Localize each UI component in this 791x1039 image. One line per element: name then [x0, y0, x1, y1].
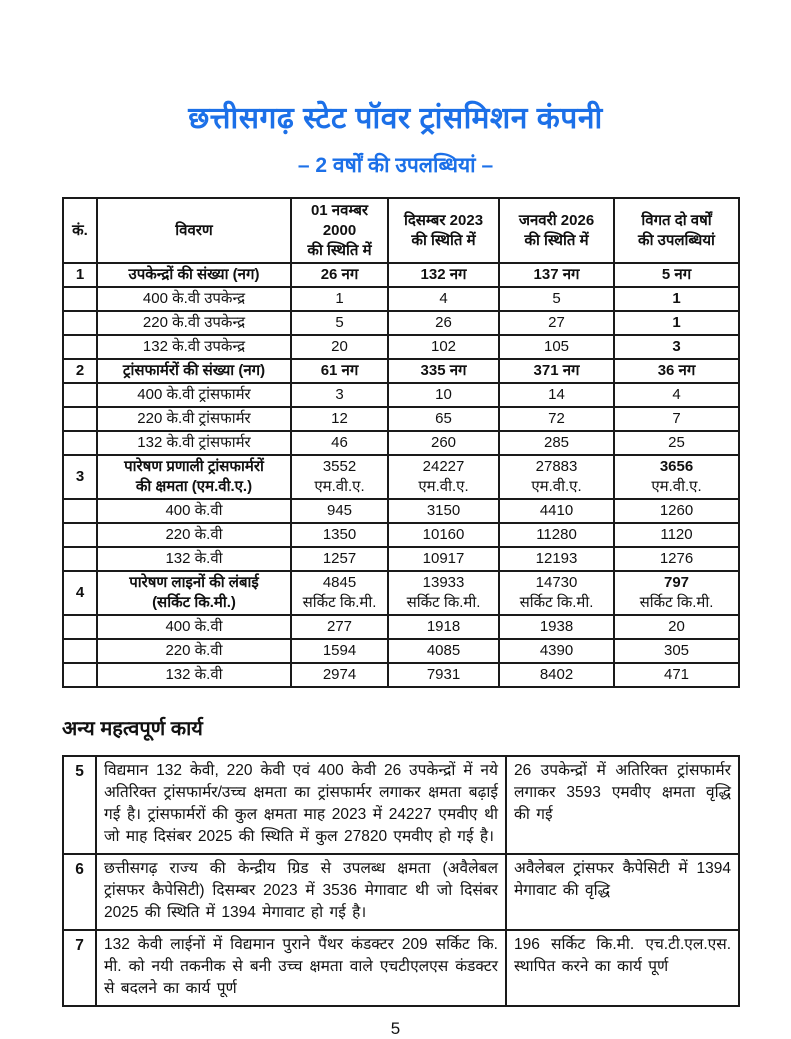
serial-number-cell: [63, 383, 97, 407]
value-cell: 12: [291, 407, 388, 431]
value-cell: 1: [291, 287, 388, 311]
table-row: [63, 335, 739, 359]
value-cell: 20: [291, 335, 388, 359]
description-cell: 220 के.वी: [97, 523, 291, 547]
value-cell: 285: [499, 431, 614, 455]
description-cell: पारेषण प्रणाली ट्रांसफार्मरों की क्षमता (एम.वी.ए.): [97, 455, 291, 499]
value-cell: 46: [291, 431, 388, 455]
value-cell: 4410: [499, 499, 614, 523]
value-cell: [499, 455, 614, 499]
table-row: [63, 383, 739, 407]
value-cell: 1120: [614, 523, 739, 547]
table-row: [63, 407, 739, 431]
value-cell: 1938: [499, 615, 614, 639]
value-unit: सर्किट कि.मी.: [639, 593, 714, 611]
value-cell: 137 नग: [499, 263, 614, 287]
value-cell: [614, 571, 739, 615]
table-row: [63, 930, 739, 1006]
serial-number-cell: [63, 639, 97, 663]
achievement-summary-cell: 26 उपकेन्द्रों में अतिरिक्त ट्रांसफार्मर लगाकर 3593 एमवीए क्षमता वृद्धि की गई: [506, 756, 739, 854]
value-cell: 1: [614, 287, 739, 311]
value-number: 3656: [659, 458, 694, 476]
value-cell: 27: [499, 311, 614, 335]
serial-number-cell: [63, 431, 97, 455]
value-unit: सर्किट कि.मी.: [302, 593, 377, 611]
value-cell: 260: [388, 431, 499, 455]
achievements-table: [62, 197, 740, 688]
value-cell: 945: [291, 499, 388, 523]
value-number: 4845: [322, 573, 357, 591]
value-cell: 1594: [291, 639, 388, 663]
table-row: [63, 311, 739, 335]
description-cell: 220 के.वी उपकेन्द्र: [97, 311, 291, 335]
value-cell: 3: [614, 335, 739, 359]
column-header: विवरण: [97, 198, 291, 263]
page-subtitle: – 2 वर्षों की उपलब्धियां –: [297, 154, 494, 177]
value-unit: एम.वी.ए.: [531, 478, 582, 496]
table-row: [63, 756, 739, 854]
serial-number-cell: 7: [63, 930, 96, 1006]
value-cell: 4085: [388, 639, 499, 663]
serial-number-cell: [63, 287, 97, 311]
achievements-table-header: [63, 198, 739, 263]
serial-number-cell: 3: [63, 455, 97, 499]
value-cell: 1260: [614, 499, 739, 523]
value-cell: 132 नग: [388, 263, 499, 287]
value-cell: 7931: [388, 663, 499, 687]
value-cell: 61 नग: [291, 359, 388, 383]
value-cell: 10917: [388, 547, 499, 571]
value-cell: 8402: [499, 663, 614, 687]
value-number: 13933: [422, 573, 465, 591]
value-cell: 471: [614, 663, 739, 687]
value-cell: 4: [614, 383, 739, 407]
serial-number-cell: [63, 335, 97, 359]
value-cell: 5: [499, 287, 614, 311]
description-cell: 132 के.वी ट्रांसफार्मर: [97, 431, 291, 455]
serial-number-cell: [63, 547, 97, 571]
description-cell: 132 के.वी उपकेन्द्र: [97, 335, 291, 359]
value-cell: 4: [388, 287, 499, 311]
table-row: [63, 571, 739, 615]
page-title: छत्तीसगढ़ स्टेट पॉवर ट्रांसमिशन कंपनी: [188, 102, 603, 135]
value-cell: 36 नग: [614, 359, 739, 383]
table-row: [63, 359, 739, 383]
value-cell: 102: [388, 335, 499, 359]
value-unit: सर्किट कि.मी.: [406, 593, 481, 611]
value-cell: [499, 571, 614, 615]
value-cell: 65: [388, 407, 499, 431]
value-cell: [614, 455, 739, 499]
description-cell: 400 के.वी ट्रांसफार्मर: [97, 383, 291, 407]
table-row: [63, 547, 739, 571]
value-cell: 2974: [291, 663, 388, 687]
value-cell: 10160: [388, 523, 499, 547]
serial-number-cell: 4: [63, 571, 97, 615]
value-cell: [388, 571, 499, 615]
value-cell: 11280: [499, 523, 614, 547]
value-cell: 5 नग: [614, 263, 739, 287]
value-cell: 1276: [614, 547, 739, 571]
work-description-cell: 132 केवी लाईनों में विद्यमान पुराने पैंथर कंडक्टर 209 सर्किट कि. मी. को नयी तकनीक से बनी उच्च क्षमता वाले एचटीएलएस कंडक्टर से बदलने का कार्य पूर्ण: [96, 930, 506, 1006]
value-unit: एम.वी.ए.: [418, 478, 469, 496]
achievement-summary-cell: अवैलेबल ट्रांसफर कैपेसिटी में 1394 मेगावाट की वृद्धि: [506, 854, 739, 930]
value-number: 3552: [322, 458, 357, 476]
description-cell: 220 के.वी: [97, 639, 291, 663]
table-row: [63, 431, 739, 455]
description-cell: 400 के.वी: [97, 499, 291, 523]
column-header: जनवरी 2026 की स्थिति में: [499, 198, 614, 263]
table-row: [63, 455, 739, 499]
value-cell: 26: [388, 311, 499, 335]
table-row: [63, 499, 739, 523]
column-header: कं.: [63, 198, 97, 263]
value-unit: एम.वी.ए.: [314, 478, 365, 496]
value-number: 24227: [422, 458, 465, 476]
column-header: दिसम्बर 2023 की स्थिति में: [388, 198, 499, 263]
value-cell: 5: [291, 311, 388, 335]
value-cell: 371 नग: [499, 359, 614, 383]
serial-number-cell: 2: [63, 359, 97, 383]
table-row: [63, 615, 739, 639]
value-unit: एम.वी.ए.: [651, 478, 702, 496]
serial-number-cell: [63, 523, 97, 547]
value-cell: 105: [499, 335, 614, 359]
value-cell: [291, 455, 388, 499]
column-header: 01 नवम्बर 2000 की स्थिति में: [291, 198, 388, 263]
description-cell: ट्रांसफार्मरों की संख्या (नग): [97, 359, 291, 383]
value-cell: 305: [614, 639, 739, 663]
description-cell: 400 के.वी: [97, 615, 291, 639]
value-cell: 277: [291, 615, 388, 639]
value-cell: 1257: [291, 547, 388, 571]
works-table: [62, 755, 740, 1007]
serial-number-cell: [63, 663, 97, 687]
serial-number-cell: [63, 499, 97, 523]
table-row: [63, 263, 739, 287]
serial-number-cell: [63, 311, 97, 335]
description-cell: 132 के.वी: [97, 547, 291, 571]
work-description-cell: छत्तीसगढ़ राज्य की केन्द्रीय ग्रिड से उपलब्ध क्षमता (अवैलेबल ट्रांसफर कैपेसिटी) दिसम्बर 2023 में 3536 मेगावाट थी जो दिसंबर 2025 की स्थिति में 1394 मेगावाट हो गई है।: [96, 854, 506, 930]
serial-number-cell: 1: [63, 263, 97, 287]
value-cell: [388, 455, 499, 499]
serial-number-cell: 6: [63, 854, 96, 930]
achievement-summary-cell: 196 सर्किट कि.मी. एच.टी.एल.एस. स्थापित करने का कार्य पूर्ण: [506, 930, 739, 1006]
table-row: [63, 663, 739, 687]
value-unit: सर्किट कि.मी.: [519, 593, 594, 611]
description-cell: 220 के.वी ट्रांसफार्मर: [97, 407, 291, 431]
value-cell: 14: [499, 383, 614, 407]
table-row: [63, 854, 739, 930]
value-number: 797: [663, 573, 690, 591]
description-cell: उपकेन्द्रों की संख्या (नग): [97, 263, 291, 287]
value-number: 14730: [535, 573, 578, 591]
value-cell: 7: [614, 407, 739, 431]
serial-number-cell: [63, 615, 97, 639]
value-cell: 10: [388, 383, 499, 407]
page-number: 5: [390, 1018, 401, 1038]
value-number: 27883: [535, 458, 578, 476]
value-cell: 12193: [499, 547, 614, 571]
description-cell: 400 के.वी उपकेन्द्र: [97, 287, 291, 311]
description-cell: 132 के.वी: [97, 663, 291, 687]
value-cell: 26 नग: [291, 263, 388, 287]
value-cell: 3: [291, 383, 388, 407]
section-heading: अन्य महत्वपूर्ण कार्य: [62, 717, 203, 740]
value-cell: 20: [614, 615, 739, 639]
value-cell: 3150: [388, 499, 499, 523]
value-cell: 1918: [388, 615, 499, 639]
serial-number-cell: 5: [63, 756, 96, 854]
work-description-cell: विद्यमान 132 केवी, 220 केवी एवं 400 केवी 26 उपकेन्द्रों में नये अतिरिक्त ट्रांसफार्मर/उच्च क्षमता का ट्रांसफार्मर लगाकर क्षमता बढ़ाई गई है। ट्रांसफार्मरों की कुल क्षमता माह 2023 में 24227 एमवीए थी जो माह दिसंबर 2025 की स्थिति में कुल 27820 एमवीए हो गई है।: [96, 756, 506, 854]
value-cell: 1350: [291, 523, 388, 547]
value-cell: 25: [614, 431, 739, 455]
value-cell: 4390: [499, 639, 614, 663]
column-header: विगत दो वर्षों की उपलब्धियां: [614, 198, 739, 263]
table-row: [63, 523, 739, 547]
serial-number-cell: [63, 407, 97, 431]
table-row: [63, 639, 739, 663]
value-cell: 1: [614, 311, 739, 335]
table-row: [63, 287, 739, 311]
description-cell: पारेषण लाइनों की लंबाई (सर्किट कि.मी.): [97, 571, 291, 615]
value-cell: 72: [499, 407, 614, 431]
value-cell: 335 नग: [388, 359, 499, 383]
value-cell: [291, 571, 388, 615]
